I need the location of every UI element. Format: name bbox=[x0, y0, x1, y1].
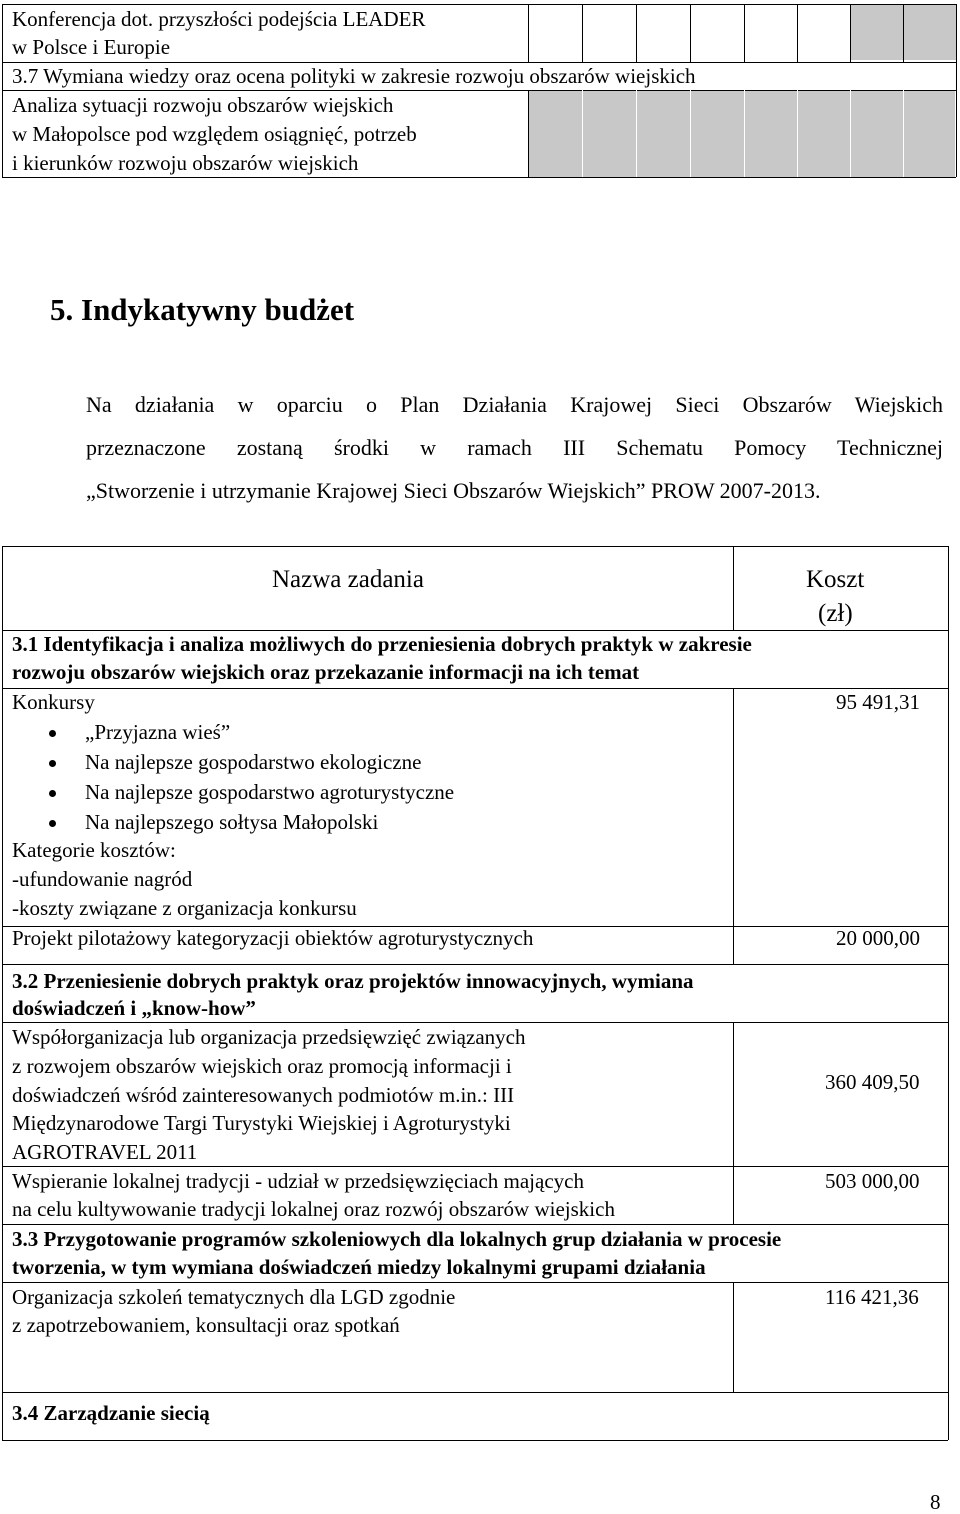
wspolorganizacja-line: Międzynarodowe Targi Turystyki Wiejskiej i Agroturystyki bbox=[12, 1111, 511, 1135]
section-3-3-line2: tworzenia, w tym wymiana doświadczeń miedzy lokalnymi grupami działania bbox=[12, 1255, 706, 1279]
konkurs-item: Na najlepsze gospodarstwo ekologiczne bbox=[85, 750, 422, 774]
top-row2-line2: w Małopolsce pod względem osiągnięć, potrzeb bbox=[12, 122, 417, 146]
section-3-4-title: 3.4 Zarządzanie siecią bbox=[12, 1401, 210, 1425]
wspolorganizacja-line: AGROTRAVEL 2011 bbox=[12, 1140, 198, 1164]
tradycja-line: na celu kultywowanie tradycji lokalnej oraz rozwój obszarów wiejskich bbox=[12, 1197, 615, 1221]
header-cost-unit: (zł) bbox=[818, 600, 853, 627]
wspolorganizacja-line: Współorganizacja lub organizacja przedsięwzięć związanych bbox=[12, 1025, 526, 1049]
bullet-icon bbox=[49, 790, 56, 797]
konkurs-item: Na najlepsze gospodarstwo agroturystyczne bbox=[85, 780, 455, 804]
cost-category-item: -ufundowanie nagród bbox=[12, 867, 193, 891]
cost-categories-label: Kategorie kosztów: bbox=[12, 838, 176, 862]
bullet-icon bbox=[49, 730, 56, 737]
section-3-2-line2: doświadczeń i „know-how” bbox=[12, 996, 256, 1020]
wspolorganizacja-line: z rozwojem obszarów wiejskich oraz promocją informacji i bbox=[12, 1054, 512, 1078]
konkurs-item: Na najlepszego sołtysa Małopolski bbox=[85, 810, 379, 834]
header-task-name: Nazwa zadania bbox=[272, 566, 424, 593]
tradycja-line: Wspieranie lokalnej tradycji - udział w przedsięwzięciach mających bbox=[12, 1169, 584, 1193]
bullet-icon bbox=[49, 820, 56, 827]
intro-line-2: przeznaczone zostaną środki w ramach III Schematu Pomocy Technicznej bbox=[86, 435, 943, 460]
section-heading: 5. Indykatywny budżet bbox=[50, 292, 355, 327]
intro-line-1: Na działania w oparciu o Plan Działania Krajowej Sieci Obszarów Wiejskich bbox=[86, 392, 943, 417]
section-3-1-line2: rozwoju obszarów wiejskich oraz przekazanie informacji na ich temat bbox=[12, 660, 640, 684]
konkursy-title: Konkursy bbox=[12, 690, 95, 714]
szkolenia-line: z zapotrzebowaniem, konsultacji oraz spotkań bbox=[12, 1313, 400, 1337]
section-3-7-title: 3.7 Wymiana wiedzy oraz ocena polityki w zakresie rozwoju obszarów wiejskich bbox=[12, 64, 696, 88]
section-3-2-line1: 3.2 Przeniesienie dobrych praktyk oraz projektów innowacyjnych, wymiana bbox=[12, 969, 694, 993]
pilot-project-cost: 20 000,00 bbox=[836, 926, 920, 950]
tradycja-cost: 503 000,00 bbox=[825, 1169, 920, 1193]
top-row2-line1: Analiza sytuacji rozwoju obszarów wiejskich bbox=[12, 93, 394, 117]
header-cost: Koszt bbox=[806, 566, 865, 593]
konkursy-cost: 95 491,31 bbox=[836, 690, 920, 714]
szkolenia-cost: 116 421,36 bbox=[825, 1285, 919, 1309]
bullet-icon bbox=[49, 760, 56, 767]
page-number: 8 bbox=[930, 1490, 941, 1514]
top-row2-line3: i kierunków rozwoju obszarów wiejskich bbox=[12, 151, 359, 175]
szkolenia-line: Organizacja szkoleń tematycznych dla LGD zgodnie bbox=[12, 1285, 456, 1309]
wspolorganizacja-line: doświadczeń wśród zainteresowanych podmiotów m.in.: III bbox=[12, 1083, 515, 1107]
section-3-1-line1: 3.1 Identyfikacja i analiza możliwych do przeniesienia dobrych praktyk w zakresie bbox=[12, 632, 752, 656]
cost-category-item: -koszty związane z organizacja konkursu bbox=[12, 896, 357, 920]
pilot-project-text: Projekt pilotażowy kategoryzacji obiektów agroturystycznych bbox=[12, 926, 534, 950]
section-3-3-line1: 3.3 Przygotowanie programów szkoleniowych dla lokalnych grup działania w procesie bbox=[12, 1227, 782, 1251]
top-row1-line1: Konferencja dot. przyszłości podejścia LEADER bbox=[12, 7, 426, 31]
wspolorganizacja-cost: 360 409,50 bbox=[825, 1070, 920, 1094]
konkurs-item: „Przyjazna wieś” bbox=[85, 720, 231, 744]
top-row1-line2: w Polsce i Europie bbox=[12, 35, 171, 59]
intro-line-3: „Stworzenie i utrzymanie Krajowej Sieci Obszarów Wiejskich” PROW 2007-2013. bbox=[86, 478, 821, 503]
